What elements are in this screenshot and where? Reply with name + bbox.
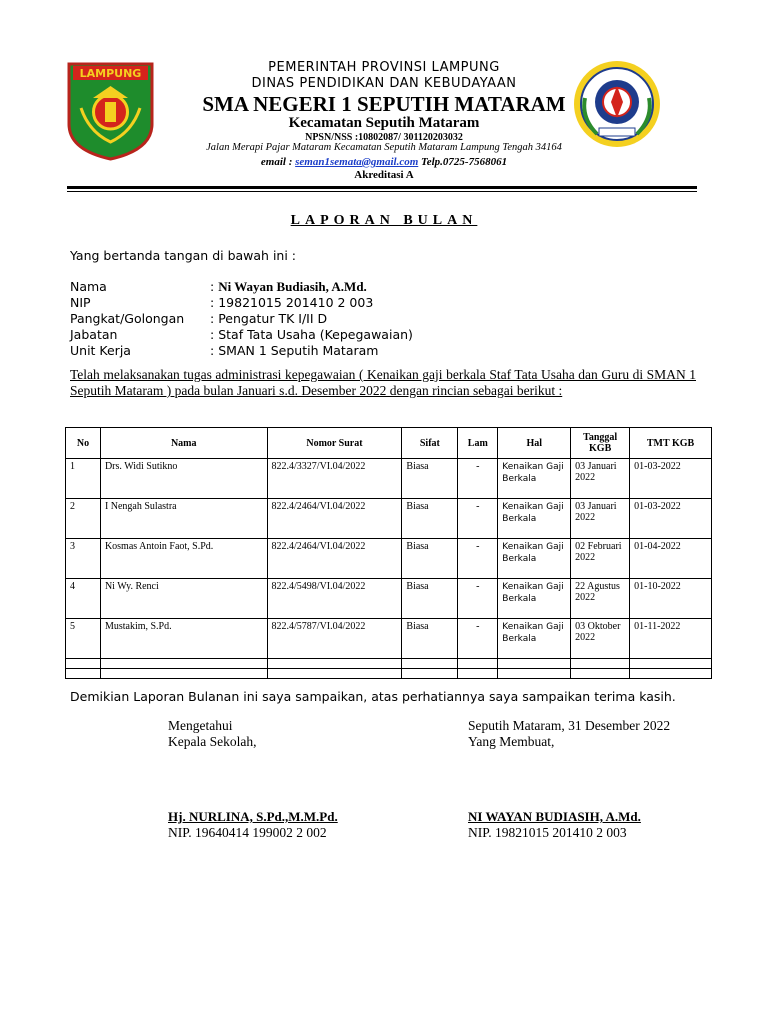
sig-left-name: Hj. NURLINA, S.Pd.,M.M.Pd. xyxy=(168,809,338,824)
cell-tanggal: 03 Januari 2022 xyxy=(571,459,630,499)
table-row xyxy=(66,539,712,579)
district-name: Kecamatan Seputih Mataram xyxy=(288,115,480,131)
cell-sifat: Biasa xyxy=(402,459,458,499)
cell-tanggal: 03 Januari 2022 xyxy=(571,499,630,539)
table-row-empty xyxy=(66,669,712,679)
cell-lam: - xyxy=(458,459,498,499)
cell-nama: Ni Wy. Renci xyxy=(100,579,267,619)
field-row-pangkat xyxy=(70,311,710,327)
contact-line xyxy=(0,156,768,168)
cell-tmt: 01-10-2022 xyxy=(630,579,712,619)
field-label: Jabatan xyxy=(70,327,118,342)
cell-tmt: 01-03-2022 xyxy=(630,459,712,499)
cell-sifat: Biasa xyxy=(402,539,458,579)
cell-nama: Mustakim, S.Pd. xyxy=(100,619,267,659)
table-header-row xyxy=(66,428,712,459)
field-label: NIP xyxy=(70,295,91,310)
field-value: : SMAN 1 Seputih Mataram xyxy=(210,343,379,358)
table-row xyxy=(66,579,712,619)
header-no: No xyxy=(66,428,101,459)
header-tmt-kgb: TMT KGB xyxy=(630,428,712,459)
sig-right-nip: NIP. 19821015 201410 2 003 xyxy=(468,825,627,840)
report-paragraph: Telah melaksanakan tugas administrasi kepegawaian ( Kenaikan gaji berkala Staf Tata Usaha dan Guru di SMAN 1 Seputih Mataram ) pada bulan Januari s.d. Desember 2022 dengan rincian sebagai berikut : xyxy=(70,367,696,398)
school-address: Jalan Merapi Pajar Mataram Kecamatan Seputih Mataram Lampung Tengah 34164 xyxy=(206,142,562,153)
table-row xyxy=(66,499,712,539)
field-value: : Pengatur TK I/II D xyxy=(210,311,328,326)
header-sifat: Sifat xyxy=(402,428,458,459)
table-row xyxy=(66,619,712,659)
cell-no: 1 xyxy=(66,459,101,499)
header-nama: Nama xyxy=(100,428,267,459)
cell-lam: - xyxy=(458,619,498,659)
sig-left-line2: Kepala Sekolah, xyxy=(168,734,257,749)
intro-text: Yang bertanda tangan di bawah ini : xyxy=(70,248,297,263)
government-name: PEMERINTAH PROVINSI LAMPUNG xyxy=(268,60,500,75)
cell-sifat: Biasa xyxy=(402,579,458,619)
cell-hal: Kenaikan Gaji Berkala xyxy=(498,459,571,499)
cell-nomor: 822.4/2464/VI.04/2022 xyxy=(267,499,402,539)
field-value: : Staf Tata Usaha (Kepegawaian) xyxy=(210,327,413,342)
cell-hal: Kenaikan Gaji Berkala xyxy=(498,619,571,659)
email-label: email : xyxy=(260,156,296,168)
lampung-crest-label: LAMPUNG xyxy=(79,67,142,80)
report-table xyxy=(65,427,712,679)
cell-nama: Kosmas Antoin Faot, S.Pd. xyxy=(100,539,267,579)
letterhead-divider-thin xyxy=(67,191,697,192)
cell-sifat: Biasa xyxy=(402,619,458,659)
field-row-unit-kerja xyxy=(70,343,710,359)
cell-nomor: 822.4/5787/VI.04/2022 xyxy=(267,619,402,659)
cell-tmt: 01-04-2022 xyxy=(630,539,712,579)
field-label: Nama xyxy=(70,279,107,294)
department-name: DINAS PENDIDIKAN DAN KEBUDAYAAN xyxy=(251,76,517,91)
cell-tanggal: 22 Agustus 2022 xyxy=(571,579,630,619)
field-label: Unit Kerja xyxy=(70,343,131,358)
sig-right-name: NI WAYAN BUDIASIH, A.Md. xyxy=(468,809,641,824)
cell-nama: Drs. Widi Sutikno xyxy=(100,459,267,499)
field-row-nama xyxy=(70,279,710,295)
phone-number: Telp.0725-7568061 xyxy=(418,156,508,168)
field-value: : Ni Wayan Budiasih, A.Md. xyxy=(210,279,367,294)
cell-no: 3 xyxy=(66,539,101,579)
sig-left-line1: Mengetahui xyxy=(168,718,233,733)
sig-right-line1: Seputih Mataram, 31 Desember 2022 xyxy=(468,718,671,733)
letterhead-divider-thick xyxy=(67,186,697,189)
sig-left-nip: NIP. 19640414 199002 2 002 xyxy=(168,825,327,840)
cell-tanggal: 03 Oktober 2022 xyxy=(571,619,630,659)
header-lam: Lam xyxy=(458,428,498,459)
closing-text: Demikian Laporan Bulanan ini saya sampaikan, atas perhatiannya saya sampaikan terima kasih. xyxy=(70,689,676,704)
cell-no: 2 xyxy=(66,499,101,539)
cell-nama: I Nengah Sulastra xyxy=(100,499,267,539)
field-row-jabatan xyxy=(70,327,710,343)
cell-nomor: 822.4/3327/VI.04/2022 xyxy=(267,459,402,499)
cell-tmt: 01-11-2022 xyxy=(630,619,712,659)
cell-tanggal: 02 Februari 2022 xyxy=(571,539,630,579)
header-hal: Hal xyxy=(498,428,571,459)
document-title: LAPORAN BULAN xyxy=(290,213,478,228)
npsn-number: NPSN/NSS :10802087/ 301120203032 xyxy=(305,132,463,143)
table-row xyxy=(66,459,712,499)
cell-lam: - xyxy=(458,579,498,619)
field-value: : 19821015 201410 2 003 xyxy=(210,295,374,310)
cell-hal: Kenaikan Gaji Berkala xyxy=(498,539,571,579)
field-row-nip xyxy=(70,295,710,311)
header-tanggal-kgb: Tanggal KGB xyxy=(571,428,630,459)
cell-no: 4 xyxy=(66,579,101,619)
cell-lam: - xyxy=(458,539,498,579)
sig-right-line2: Yang Membuat, xyxy=(468,734,555,749)
cell-nomor: 822.4/2464/VI.04/2022 xyxy=(267,539,402,579)
cell-nomor: 822.4/5498/VI.04/2022 xyxy=(267,579,402,619)
email-link[interactable]: seman1semata@gmail.com xyxy=(295,156,419,168)
cell-no: 5 xyxy=(66,619,101,659)
cell-hal: Kenaikan Gaji Berkala xyxy=(498,579,571,619)
cell-sifat: Biasa xyxy=(402,499,458,539)
cell-tmt: 01-03-2022 xyxy=(630,499,712,539)
cell-lam: - xyxy=(458,499,498,539)
school-name: SMA NEGERI 1 SEPUTIH MATARAM xyxy=(202,92,566,116)
cell-hal: Kenaikan Gaji Berkala xyxy=(498,499,571,539)
field-label: Pangkat/Golongan xyxy=(70,311,185,326)
header-nomor-surat: Nomor Surat xyxy=(267,428,402,459)
accreditation: Akreditasi A xyxy=(354,169,414,181)
table-row-empty xyxy=(66,659,712,669)
